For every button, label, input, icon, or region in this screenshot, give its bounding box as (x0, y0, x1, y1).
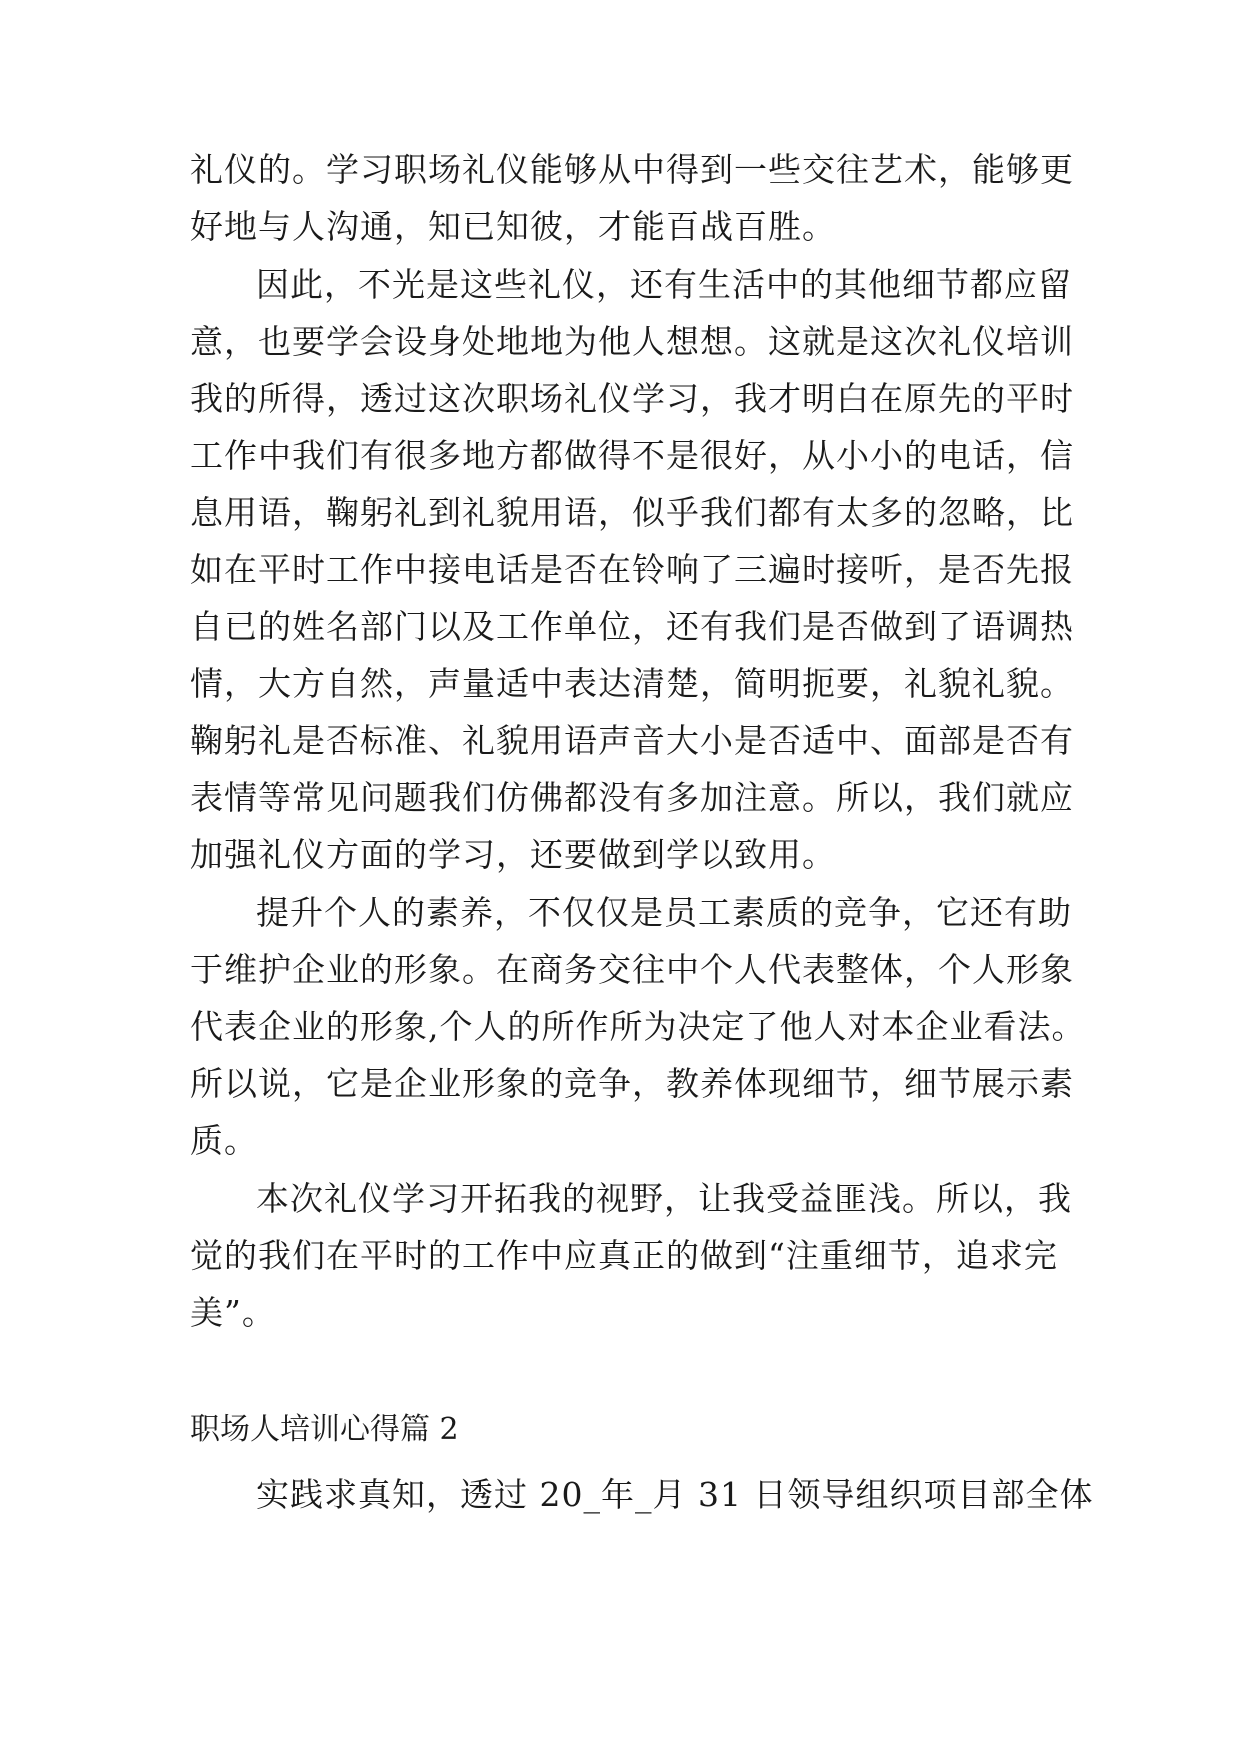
paragraph-line: 于维护企业的形象。在商务交往中个人代表整体，个人形象 (190, 950, 1074, 989)
paragraph-line: 代表企业的形象,个人的所作所为决定了他人对本企业看法。 (190, 1007, 1086, 1046)
paragraph-line: 自已的姓名部门以及工作单位，还有我们是否做到了语调热 (190, 607, 1074, 646)
paragraph-line: 表情等常见问题我们仿佛都没有多加注意。所以，我们就应 (190, 778, 1074, 817)
paragraph-line: 息用语，鞠躬礼到礼貌用语，似乎我们都有太多的忽略，比 (190, 493, 1074, 532)
paragraph-line: 如在平时工作中接电话是否在铃响了三遍时接听，是否先报 (190, 550, 1074, 589)
paragraph-line: 质。 (190, 1121, 258, 1160)
paragraph-line: 我的所得，透过这次职场礼仪学习，我才明白在原先的平时 (190, 379, 1074, 418)
paragraph-line: 因此，不光是这些礼仪，还有生活中的其他细节都应留 (256, 265, 1072, 304)
paragraph-line: 实践求真知，透过 20_年_月 31 日领导组织项目部全体 (256, 1475, 1094, 1514)
paragraph-line: 所以说，它是企业形象的竞争，教养体现细节，细节展示素 (190, 1064, 1074, 1103)
paragraph-line: 情，大方自然，声量适中表达清楚，简明扼要，礼貌礼貌。 (190, 664, 1074, 703)
section-heading: 职场人培训心得篇 2 (190, 1412, 459, 1447)
paragraph-line: 工作中我们有很多地方都做得不是很好，从小小的电话，信 (190, 436, 1074, 475)
paragraph-line: 意，也要学会设身处地地为他人想想。这就是这次礼仪培训 (190, 322, 1074, 361)
paragraph-line: 提升个人的素养，不仅仅是员工素质的竞争，它还有助 (256, 893, 1072, 932)
paragraph-line: 本次礼仪学习开拓我的视野，让我受益匪浅。所以，我 (256, 1179, 1072, 1218)
paragraph-line: 鞠躬礼是否标准、礼貌用语声音大小是否适中、面部是否有 (190, 721, 1074, 760)
paragraph-line: 礼仪的。学习职场礼仪能够从中得到一些交往艺术，能够更 (190, 150, 1074, 189)
paragraph-line: 加强礼仪方面的学习，还要做到学以致用。 (190, 835, 836, 874)
paragraph-line: 好地与人沟通，知已知彼，才能百战百胜。 (190, 207, 836, 246)
paragraph-line: 觉的我们在平时的工作中应真正的做到“注重细节，追求完 (190, 1236, 1058, 1275)
paragraph-line: 美”。 (190, 1293, 276, 1332)
